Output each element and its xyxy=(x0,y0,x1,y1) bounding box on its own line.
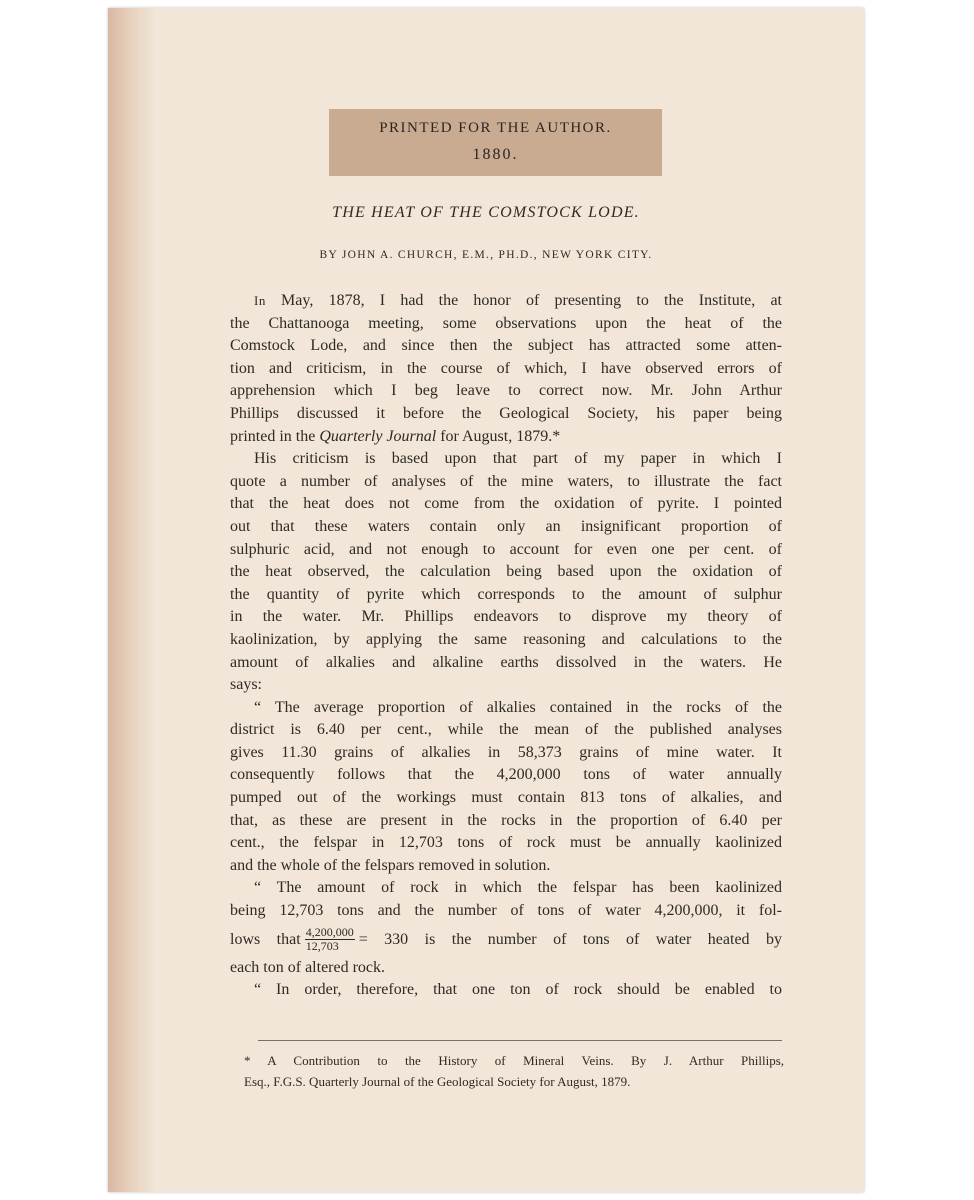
text-line xyxy=(230,426,782,449)
text-line: and the whole of the felspars removed in solution. xyxy=(230,856,551,874)
text-line xyxy=(230,923,782,957)
text-span: = 330 is the number of tons of water heated by xyxy=(358,930,783,948)
text-line: that the heat does not come from the oxidation of pyrite. I pointed xyxy=(230,495,782,513)
text-line: tion and criticism, in the course of which, I have observed errors of xyxy=(230,359,782,377)
footnote xyxy=(244,1050,784,1092)
text-line: the quantity of pyrite which corresponds to the amount of sulphur xyxy=(230,585,782,603)
text-line: quote a number of analyses of the mine waters, to illustrate the fact xyxy=(230,472,782,490)
text-line: says: xyxy=(230,676,262,694)
text-line: sulphuric acid, and not enough to account for even one per cent. of xyxy=(230,540,782,558)
text-line: the heat observed, the calculation being based upon the oxidation of xyxy=(230,563,782,581)
text-line: apprehension which I beg leave to correct now. Mr. John Arthur xyxy=(230,382,782,400)
label-line-1: PRINTED FOR THE AUTHOR. xyxy=(379,120,612,136)
fraction-denominator: 12,703 xyxy=(305,939,339,954)
text-line: Comstock Lode, and since then the subject has attracted some atten- xyxy=(230,337,782,355)
text-line: district is 6.40 per cent., while the mean of the published analyses xyxy=(230,721,782,739)
byline: BY JOHN A. CHURCH, E.M., PH.D., NEW YORK CITY. xyxy=(319,249,653,261)
text-line: amount of alkalies and alkaline earths dissolved in the waters. He xyxy=(230,653,782,671)
torn-page-edge xyxy=(108,8,142,1192)
text-span: printed in the xyxy=(230,427,320,445)
text-line xyxy=(230,290,782,313)
text-line: “ In order, therefore, that one ton of rock should be enabled to xyxy=(254,981,782,999)
text-line: each ton of altered rock. xyxy=(230,958,386,976)
text-line: kaolinization, by applying the same reasoning and calculations to the xyxy=(230,630,782,648)
text-line: the Chattanooga meeting, some observations upon the heat of the xyxy=(230,314,782,332)
page-edge-shading xyxy=(142,8,156,1192)
text-span: lows that xyxy=(230,930,301,948)
journal-title: Quarterly Journal xyxy=(319,427,437,445)
footnote-line: * A Contribution to the History of Mineral Veins. By J. Arthur Phillips, xyxy=(244,1053,784,1068)
fraction-numerator: 4,200,000 xyxy=(305,925,354,940)
document-page xyxy=(108,8,864,1192)
text-line: that, as these are present in the rocks in the proportion of 6.40 per xyxy=(230,811,782,829)
text-line: “ The amount of rock in which the felspar has been kaolinized xyxy=(254,879,782,897)
text-span: May, 1878, I had the honor of presenting to the Institute, at xyxy=(265,292,782,309)
article-body xyxy=(230,290,782,1002)
footnote-line: Esq., F.G.S. Quarterly Journal of the Geological Society for August, 1879. xyxy=(244,1074,631,1089)
printed-for-author-label xyxy=(329,109,662,176)
article-title: THE HEAT OF THE COMSTOCK LODE. xyxy=(332,204,640,221)
text-line: “ The average proportion of alkalies contained in the rocks of the xyxy=(254,698,782,716)
text-line: cent., the felspar in 12,703 tons of rock must be annually kaolinized xyxy=(230,834,782,852)
text-line: in the water. Mr. Phillips endeavors to disprove my theory of xyxy=(230,608,782,626)
text-line: gives 11.30 grains of alkalies in 58,373 grains of mine water. It xyxy=(230,743,782,761)
text-line: pumped out of the workings must contain 813 tons of alkalies, and xyxy=(230,789,782,807)
text-line: His criticism is based upon that part of my paper in which I xyxy=(254,450,782,468)
fraction xyxy=(305,926,355,953)
text-line: being 12,703 tons and the number of tons of water 4,200,000, it fol- xyxy=(230,902,782,920)
label-line-2: 1880. xyxy=(472,146,519,163)
drop-cap: In xyxy=(254,293,266,308)
text-line: Phillips discussed it before the Geological Society, his paper being xyxy=(230,404,782,422)
text-span: for August, 1879.* xyxy=(436,427,561,445)
text-line: consequently follows that the 4,200,000 tons of water annually xyxy=(230,766,782,784)
text-line: out that these waters contain only an insignificant proportion of xyxy=(230,517,782,535)
footnote-rule xyxy=(258,1040,782,1041)
